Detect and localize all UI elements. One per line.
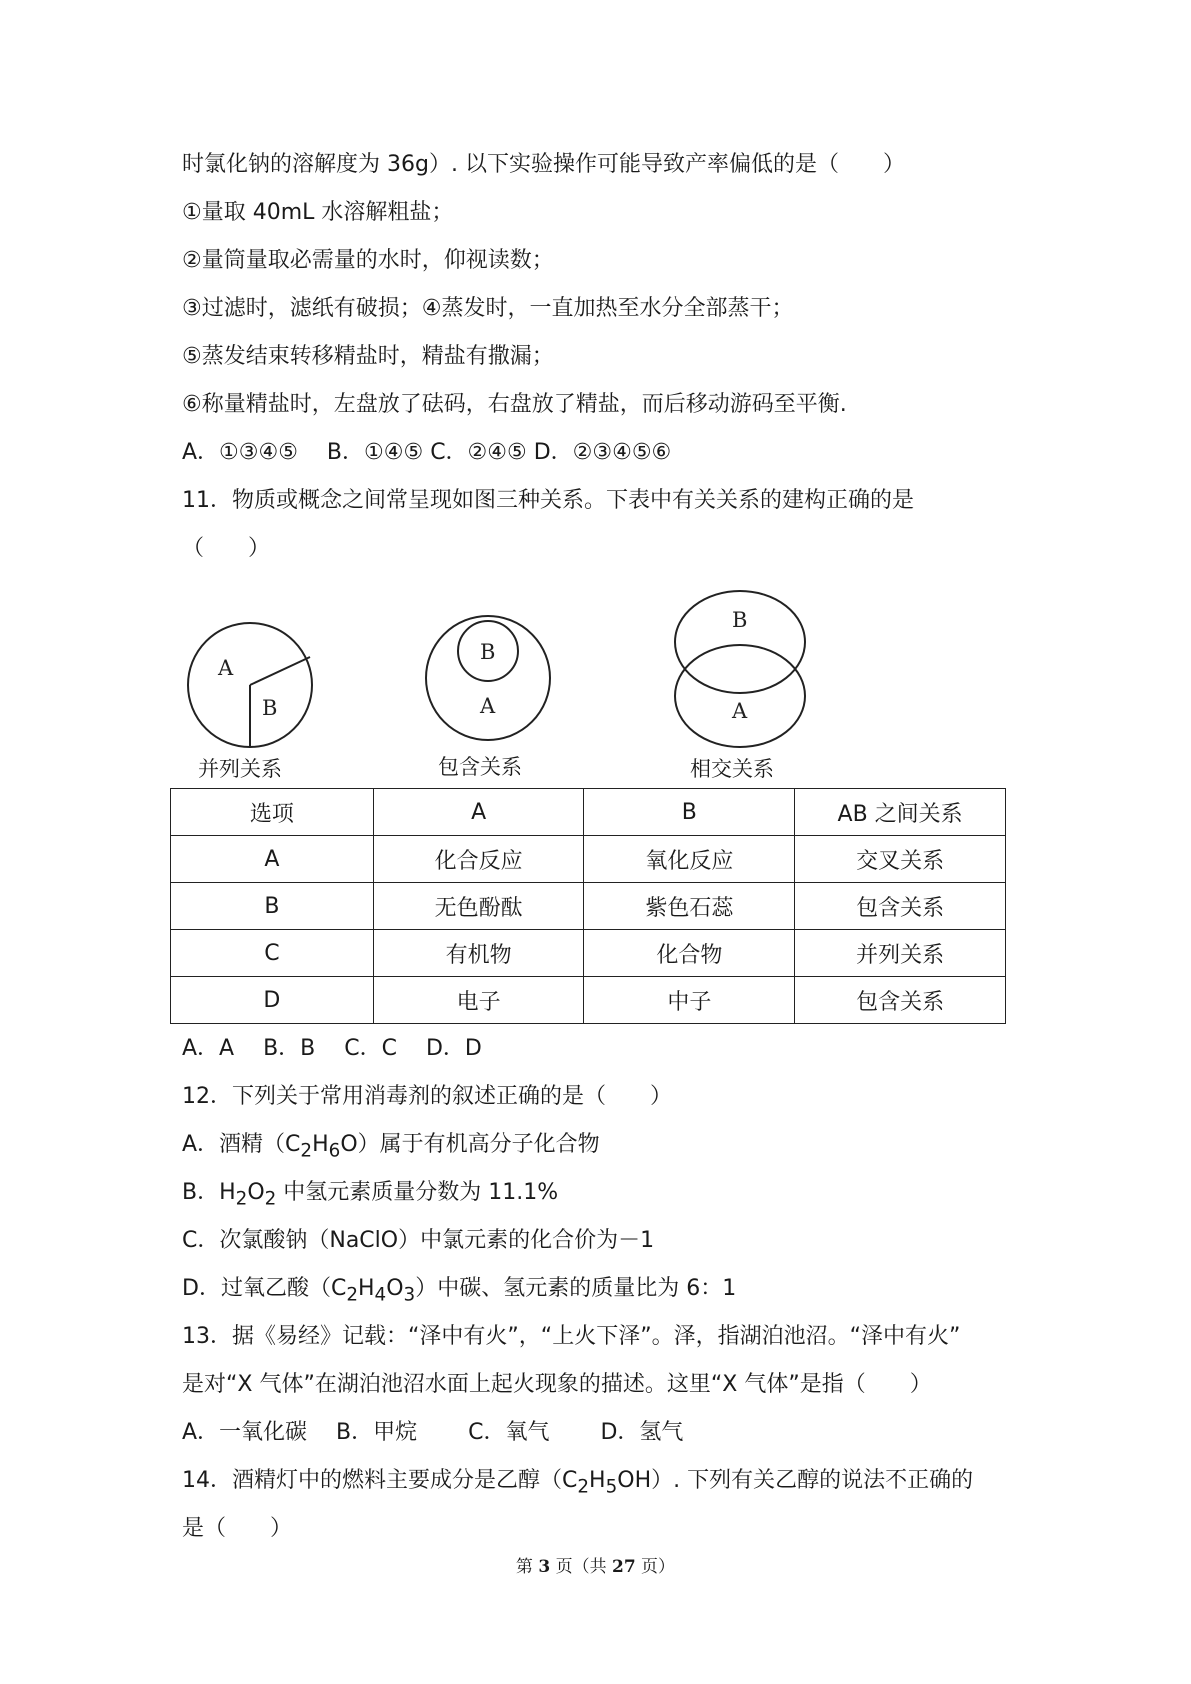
q14-stem (182, 1466, 973, 1502)
intersect-label-a: A (732, 699, 748, 723)
footer-text: 页） (635, 1557, 676, 1577)
page-number: 3 (538, 1557, 551, 1577)
caption-contain: 包含关系 (438, 755, 522, 779)
intersect-label-b: B (732, 608, 748, 632)
header-cell: 选项 (171, 789, 374, 836)
footer-text: 第 (515, 1557, 539, 1577)
subscript: 2 (346, 1284, 358, 1306)
caption-parallel: 并列关系 (198, 757, 282, 781)
q13-line-1: 13．据《易经》记载：“泽中有火”，“上火下泽”。泽，指湖泊池沼。“泽中有火” (182, 1324, 961, 1349)
subscript: 6 (328, 1140, 341, 1162)
q12-option-d (182, 1274, 736, 1310)
parallel-label-b: B (262, 696, 278, 720)
table-cell: B (171, 883, 374, 930)
q12-option-b (182, 1178, 558, 1214)
text-line-3: ②量筒量取必需量的水时，仰视读数； (182, 248, 554, 273)
q13-options: A．一氧化碳 B．甲烷 C．氧气 D．氢气 (182, 1420, 684, 1445)
subscript: 3 (403, 1284, 416, 1306)
q12-option-c: C．次氯酸钠（NaClO）中氯元素的化合价为－1 (182, 1228, 655, 1253)
caption-intersect: 相交关系 (690, 757, 774, 781)
page-footer (0, 1552, 1191, 1577)
parallel-relation-figure (188, 623, 312, 747)
q12-option-a (182, 1130, 600, 1166)
text-span: H (357, 1276, 375, 1301)
text-span: O (247, 1180, 265, 1205)
table-cell: 电子 (373, 977, 584, 1024)
text-span: B．H (182, 1180, 236, 1205)
intersect-relation-figure (675, 591, 805, 747)
table-cell: 有机物 (373, 930, 584, 977)
q13-line-2: 是对“X 气体”在湖泊池沼水面上起火现象的描述。这里“X 气体”是指（ ） (182, 1372, 932, 1397)
relationship-table (170, 788, 1006, 1024)
q11-stem: 11．物质或概念之间常呈现如图三种关系。下表中有关关系的建构正确的是 (182, 488, 914, 513)
text-span: H (589, 1468, 606, 1493)
text-span: ）中碳、氢元素的质量比为 6：1 (415, 1276, 737, 1301)
subscript: 2 (264, 1188, 277, 1210)
text-span: H (312, 1132, 329, 1157)
subscript: 2 (577, 1476, 590, 1498)
table-row (171, 930, 1006, 977)
text-span: OH）. 下列有关乙醇的说法不正确的 (617, 1468, 974, 1493)
text-span: 14．酒精灯中的燃料主要成分是乙醇（C (182, 1468, 578, 1493)
text-line-5: ⑤蒸发结束转移精盐时，精盐有撒漏； (182, 344, 554, 369)
table-cell: 包含关系 (795, 883, 1006, 930)
q14-bracket: 是（ ） (182, 1516, 293, 1541)
table-row (171, 977, 1006, 1024)
table-header-row (171, 789, 1006, 836)
table-cell: 交叉关系 (795, 836, 1006, 883)
text-span: 中氢元素质量分数为 11.1% (276, 1180, 559, 1205)
q11-options: A．A B．B C．C D．D (182, 1036, 482, 1061)
header-cell: AB 之间关系 (795, 789, 1006, 836)
contain-label-a: A (480, 694, 496, 718)
text-span: O (386, 1276, 404, 1301)
text-span: D．过氧乙酸（C (182, 1276, 347, 1301)
text-line-6: ⑥称量精盐时，左盘放了砝码，右盘放了精盐，而后移动游码至平衡. (182, 392, 847, 417)
relationship-diagram (170, 575, 830, 785)
subscript: 5 (605, 1476, 618, 1498)
q10-options: A．①③④⑤ B．①④⑤ C．②④⑤ D．②③④⑤⑥ (182, 440, 672, 465)
header-cell: B (584, 789, 795, 836)
table-cell: 无色酚酞 (373, 883, 584, 930)
table-cell: 中子 (584, 977, 795, 1024)
table-cell: A (171, 836, 374, 883)
table-row (171, 836, 1006, 883)
table-cell: D (171, 977, 374, 1024)
table-cell: 化合反应 (373, 836, 584, 883)
table-cell: 并列关系 (795, 930, 1006, 977)
q12-stem: 12．下列关于常用消毒剂的叙述正确的是（ ） (182, 1084, 672, 1109)
contain-label-b: B (480, 640, 496, 664)
text-span: O）属于有机高分子化合物 (340, 1132, 600, 1157)
contain-relation-figure (426, 616, 550, 740)
table-cell: 包含关系 (795, 977, 1006, 1024)
text-line-1: 时氯化钠的溶解度为 36g）. 以下实验操作可能导致产率偏低的是（ ） (182, 152, 905, 177)
table-row (171, 883, 1006, 930)
subscript: 2 (300, 1140, 313, 1162)
footer-text: 页（共 (550, 1557, 612, 1577)
page-total: 27 (611, 1557, 636, 1577)
text-line-2: ①量取 40mL 水溶解粗盐； (182, 200, 454, 225)
parallel-label-a: A (218, 656, 234, 680)
subscript: 2 (235, 1188, 248, 1210)
table-cell: 紫色石蕊 (584, 883, 795, 930)
table-cell: 氧化反应 (584, 836, 795, 883)
table-cell: 化合物 (584, 930, 795, 977)
text-line-4: ③过滤时，滤纸有破损；④蒸发时，一直加热至水分全部蒸干； (182, 296, 794, 321)
text-span: A．酒精（C (182, 1132, 301, 1157)
header-cell: A (373, 789, 584, 836)
table-cell: C (171, 930, 374, 977)
subscript: 4 (374, 1284, 387, 1306)
q11-bracket: （ ） (182, 536, 271, 561)
